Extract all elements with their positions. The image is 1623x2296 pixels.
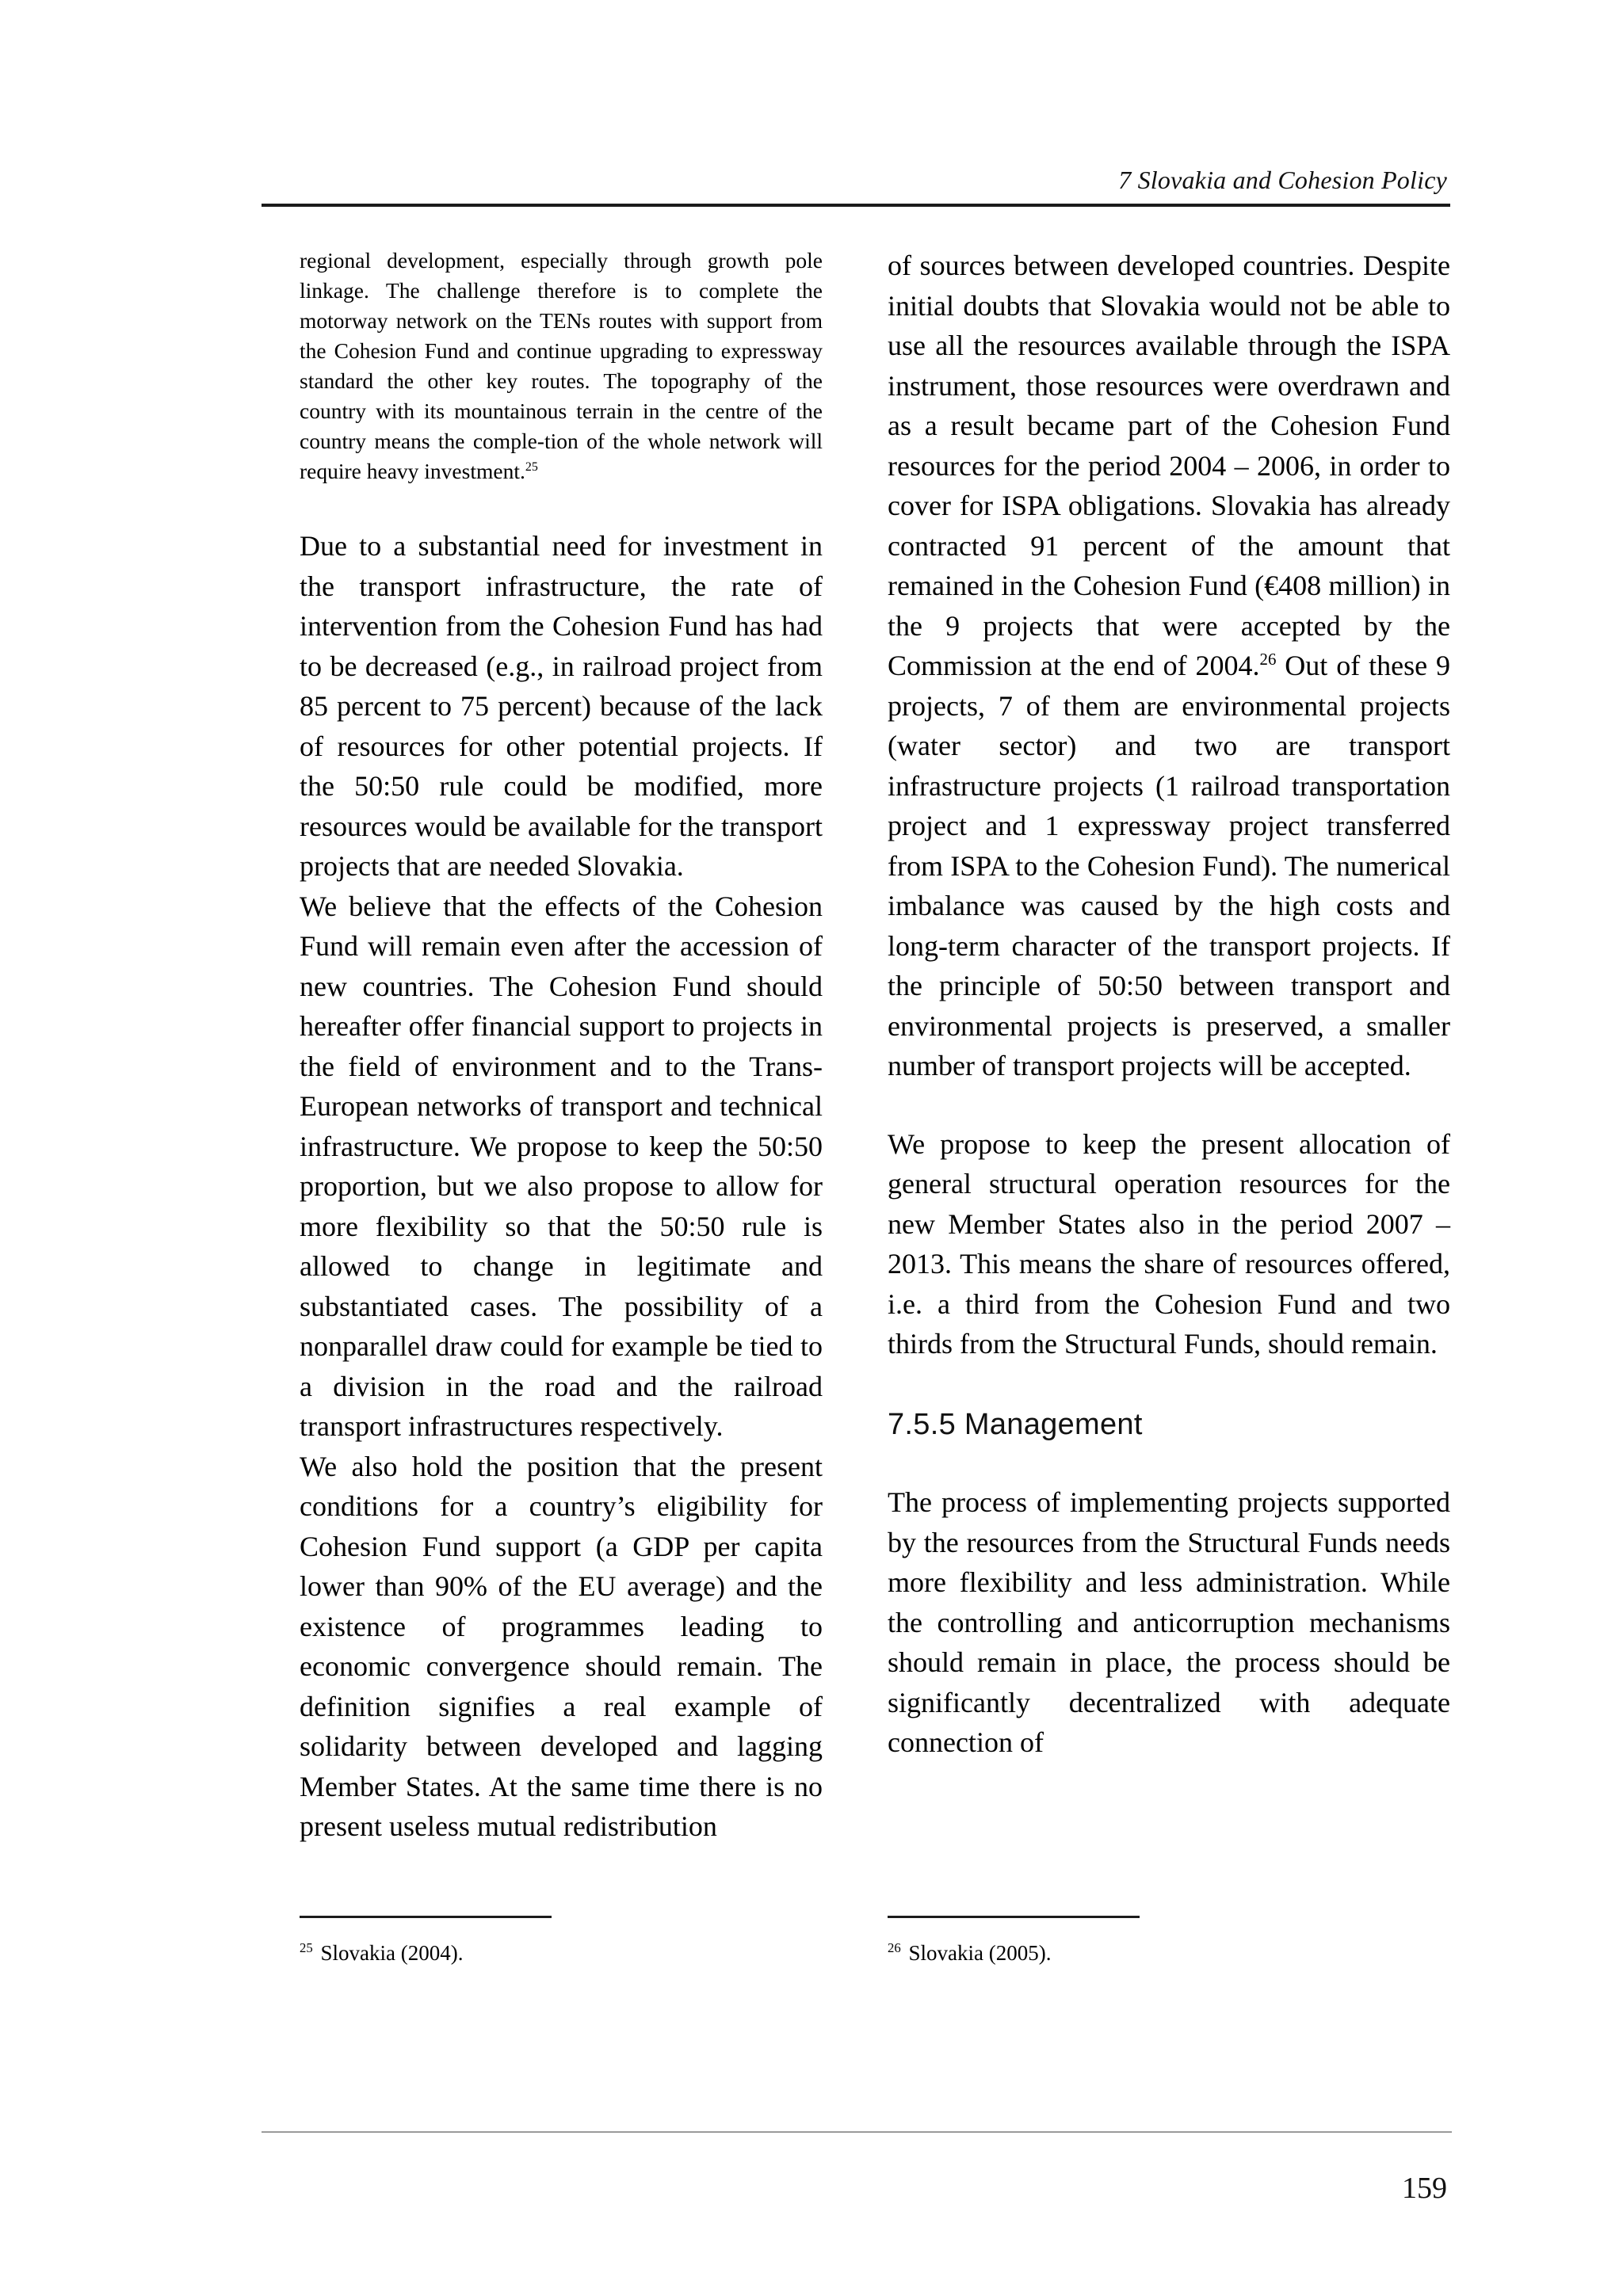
footnote-separator-rule-left: [300, 1916, 552, 1918]
page-number: 159: [1402, 2172, 1447, 2205]
left-paragraph-2: We believe that the effects of the Cohesion Fund will remain even after the accession of new countries. The Cohesion Fund should hereafter offer financial support to projects in the field of environment and to the Trans-European networks of transport and technical infrastructure. We propose to keep the 50:50 proportion, but we also propose to allow for more flexibility so that the 50:50 rule is allowed to change in legitimate and substantiated cases. The possibility of a nonparallel draw could for example be tied to a division in the road and the railroad transport infrastructures respectively.: [300, 890, 823, 1442]
footnote-right: [888, 1916, 1411, 1967]
footnote-25-text: $^{25}$ Slovakia (2004).: [300, 1940, 464, 1965]
section-heading-management: 7.5.5 Management: [888, 1407, 1143, 1441]
left-continuation-paragraph: regional development, especially through growth pole linkage. The challenge therefore is to complete the motorway network on the TENs routes with support from the Cohesion Fund and continue upgrading to expressway standard the other key routes. The topography of the country with its mountainous terrain in the centre of the country means the comple-tion of the whole network will require heavy investment.$^{25}$: [300, 248, 823, 483]
left-paragraph-1: Due to a substantial need for investment in the transport infrastructure, the rate of intervention from the Cohesion Fund has had to be decreased (e.g., in railroad project from 85 percent to 75 percent) because of the lack of resources for other potential projects. If the 50:50 rule could be modified, more resources would be available for the transport projects that are needed Slovakia.: [300, 530, 823, 882]
page-header: [262, 166, 1450, 207]
body-columns: [262, 246, 1450, 1870]
footnote-26-text: $^{26}$ Slovakia (2005).: [888, 1940, 1052, 1965]
footnote-left: [300, 1916, 823, 1967]
left-paragraph-3: We also hold the position that the present conditions for a country’s eligibility for Cohesion Fund support (a GDP per capita lower than 90% of the EU average) and the existence of programmes leading to economic convergence should remain. The definition signifies a real example of solidarity between developed and lagging Member States. At the same time there is no present useless mutual redistribution: [300, 1450, 823, 1842]
footnotes-area: [262, 1916, 1450, 2042]
right-paragraph-1: of sources between developed countries. Despite initial doubts that Slovakia would not be able to use all the resources available through the ISPA instrument, those resources were overdrawn and as a result became part of the Cohesion Fund resources for the period 2004 – 2006, in order to cover for ISPA obligations. Slovakia has already contracted 91 percent of the amount that remained in the Cohesion Fund (€408 million) in the 9 projects that were accepted by the Commission at the end of 2004.26 Out of these 9 projects, 7 of them are environmental projects (water sector) and two are transport infrastructure projects (1 railroad transportation project and 1 expressway project transferred from ISPA to the Cohesion Fund). The numerical imbalance was caused by the high costs and long-term character of the transport projects. If the principle of 50:50 between transport and environmental projects is preserved, a smaller number of transport projects will be accepted.: [888, 250, 1450, 1081]
running-head-title: 7 Slovakia and Cohesion Policy: [1118, 166, 1447, 194]
right-paragraph-3: The process of implementing projects supported by the resources from the Structural Funds needs more flexibility and less administration. While the controlling and anticorruption mechanisms should remain in place, the process should be significantly decentralized with adequate connection of: [888, 1486, 1450, 1759]
footer-divider-rule: [262, 2131, 1452, 2133]
right-paragraph-2: We propose to keep the present allocation of general structural operation resources for the new Member States also in the period 2007 – 2013. This means the share of resources offered, i.e. a third from the Cohesion Fund and two thirds from the Structural Funds, should remain.: [888, 1127, 1450, 1360]
footnote-separator-rule-right: [888, 1916, 1140, 1918]
left-column: [300, 246, 823, 1870]
right-column: [888, 246, 1450, 1870]
header-divider-rule: [262, 204, 1450, 207]
